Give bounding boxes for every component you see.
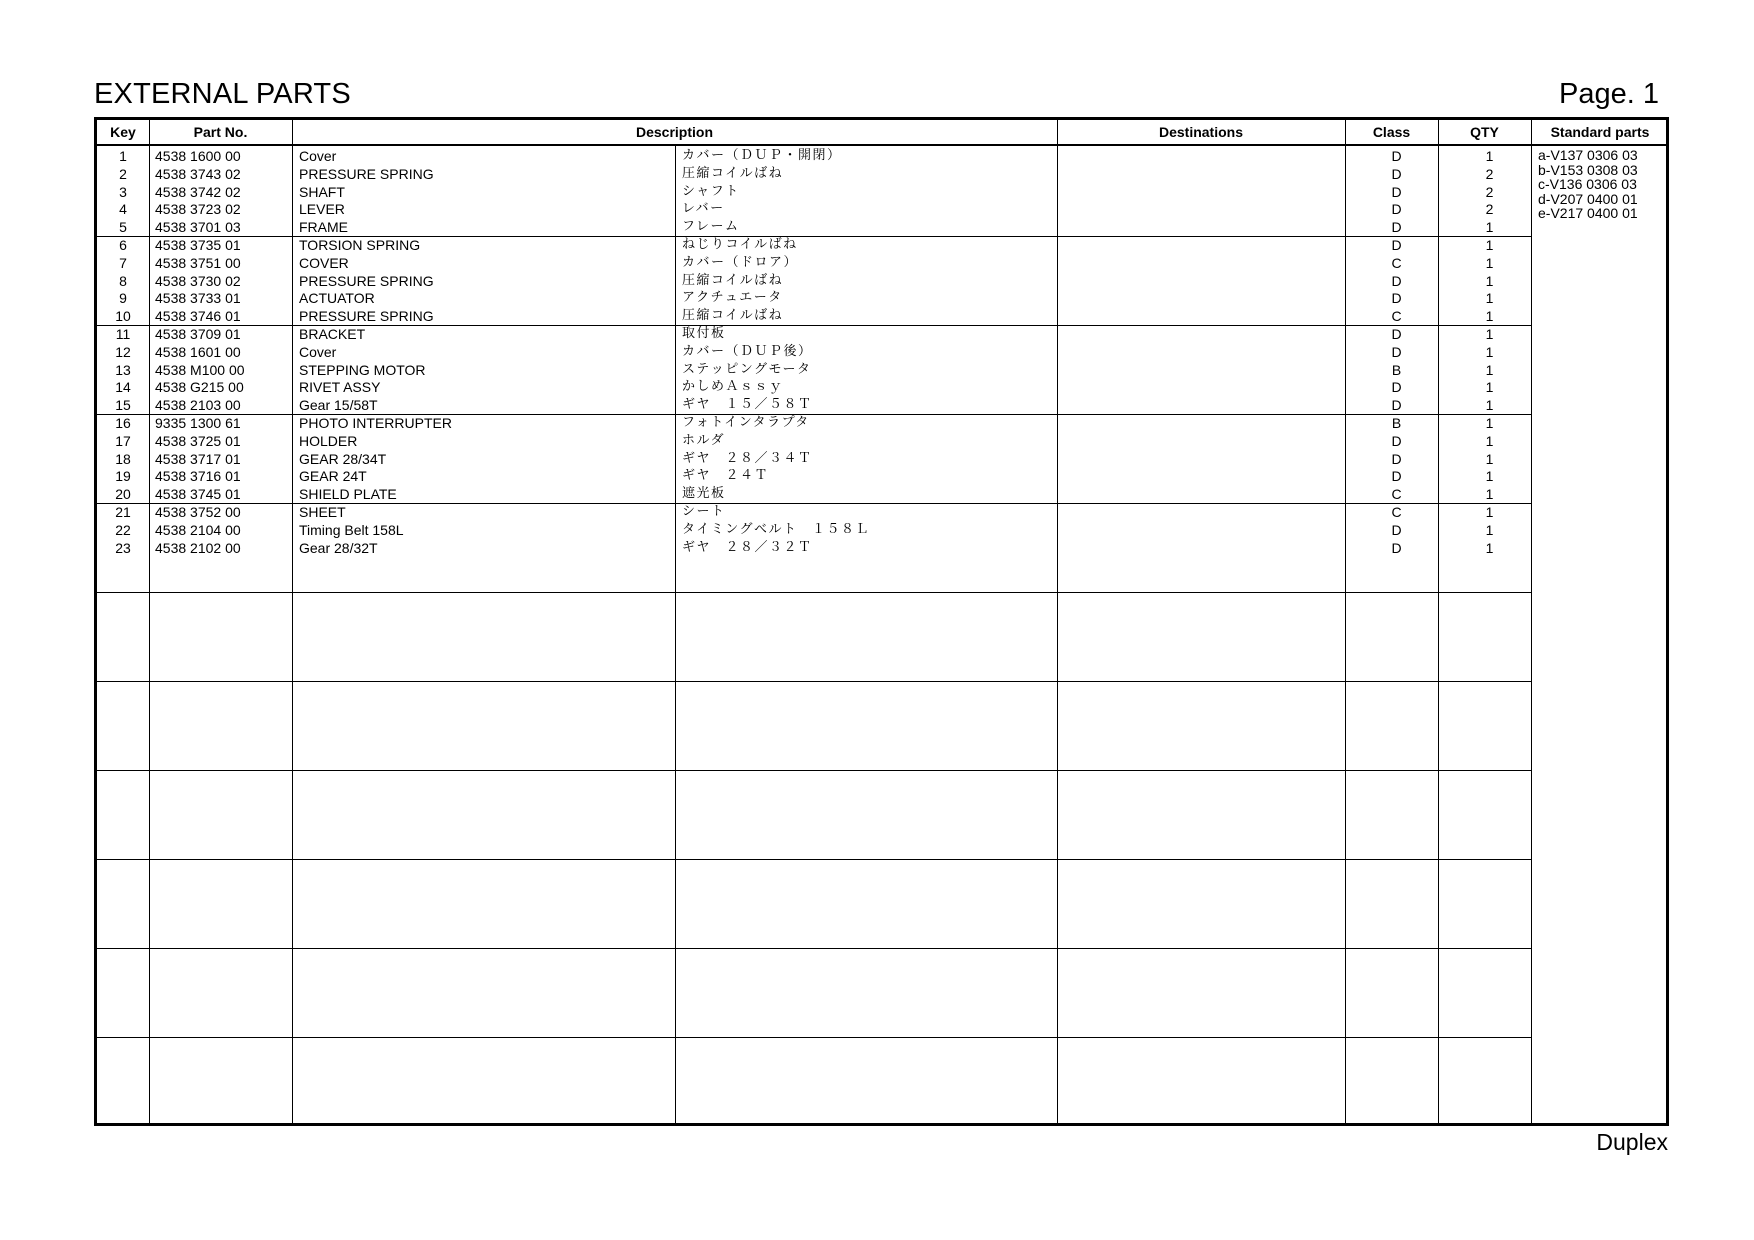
cell-part-no: 4538 2102 00 bbox=[155, 539, 241, 556]
header-description: Description bbox=[635, 124, 713, 140]
cell-part-no: 4538 3730 02 bbox=[155, 272, 241, 289]
cell-part-no: 4538 3751 00 bbox=[155, 254, 241, 271]
cell-qty: 1 bbox=[1485, 290, 1494, 307]
cell-key: 5 bbox=[119, 219, 127, 236]
table-row bbox=[97, 307, 1530, 325]
cell-qty: 1 bbox=[1485, 219, 1494, 236]
cell-key: 6 bbox=[119, 237, 127, 253]
cell-description-jp: ギヤ １５／５８Ｔ bbox=[682, 397, 813, 413]
cell-part-no: 4538 3716 01 bbox=[155, 468, 241, 485]
standard-parts-list bbox=[1538, 148, 1638, 221]
cell-part-no: 4538 3709 01 bbox=[155, 326, 241, 342]
cell-class: D bbox=[1391, 397, 1402, 414]
cell-description: COVER bbox=[299, 254, 349, 271]
cell-description: HOLDER bbox=[299, 432, 358, 449]
row-group-divider bbox=[97, 592, 1531, 593]
cell-part-no: 4538 3735 01 bbox=[155, 237, 241, 253]
table-row bbox=[97, 200, 1530, 218]
cell-class: D bbox=[1391, 237, 1402, 253]
cell-part-no: 4538 M100 00 bbox=[155, 361, 245, 378]
cell-description: LEVER bbox=[299, 201, 345, 218]
cell-key: 14 bbox=[115, 379, 131, 396]
cell-description-jp: ギヤ ２８／３２Ｔ bbox=[682, 539, 813, 555]
cell-description: Cover bbox=[299, 148, 337, 164]
cell-part-no: 4538 3752 00 bbox=[155, 504, 241, 520]
cell-description-jp: 圧縮コイルばね bbox=[682, 308, 784, 324]
cell-qty: 1 bbox=[1485, 254, 1494, 271]
cell-part-no: 4538 3745 01 bbox=[155, 486, 241, 503]
parts-table bbox=[94, 117, 1669, 1126]
standard-part-item: d-V207 0400 01 bbox=[1538, 190, 1638, 207]
cell-part-no: 4538 2104 00 bbox=[155, 521, 241, 538]
cell-key: 19 bbox=[115, 468, 131, 485]
row-group-divider bbox=[97, 948, 1531, 949]
cell-key: 13 bbox=[115, 361, 131, 378]
table-row bbox=[97, 289, 1530, 307]
cell-key: 16 bbox=[115, 415, 131, 431]
cell-part-no: 4538 G215 00 bbox=[155, 379, 244, 396]
cell-part-no: 4538 3725 01 bbox=[155, 432, 241, 449]
table-header bbox=[97, 120, 1666, 146]
cell-key: 12 bbox=[115, 343, 131, 360]
cell-key: 20 bbox=[115, 486, 131, 503]
cell-class: C bbox=[1391, 308, 1402, 325]
cell-class: B bbox=[1391, 361, 1402, 378]
cell-qty: 1 bbox=[1485, 237, 1494, 253]
cell-key: 4 bbox=[119, 201, 127, 218]
cell-class: D bbox=[1391, 148, 1402, 164]
cell-description-jp: フォトインタラプタ bbox=[682, 415, 810, 430]
table-row bbox=[97, 503, 1530, 521]
cell-qty: 1 bbox=[1485, 361, 1494, 378]
cell-qty: 1 bbox=[1485, 343, 1494, 360]
cell-qty: 1 bbox=[1485, 521, 1494, 538]
cell-description-jp: レバー bbox=[682, 201, 725, 217]
cell-class: C bbox=[1391, 504, 1402, 520]
cell-description-jp: シート bbox=[682, 504, 726, 519]
header-standard-parts: Standard parts bbox=[1550, 124, 1650, 140]
cell-description: RIVET ASSY bbox=[299, 379, 381, 396]
cell-key: 15 bbox=[115, 397, 131, 414]
cell-description-jp: シャフト bbox=[682, 183, 740, 199]
cell-description-jp: アクチュエータ bbox=[682, 290, 783, 306]
cell-description-jp: カバー（ドロア） bbox=[682, 254, 799, 270]
standard-part-item: e-V217 0400 01 bbox=[1538, 205, 1638, 221]
cell-description: GEAR 24T bbox=[299, 468, 367, 485]
table-row bbox=[97, 147, 1530, 165]
cell-description: SHIELD PLATE bbox=[299, 486, 397, 503]
table-row bbox=[97, 396, 1530, 414]
page-number: Page. 1 bbox=[1559, 78, 1659, 110]
cell-class: C bbox=[1391, 486, 1402, 503]
cell-class: D bbox=[1391, 272, 1402, 289]
cell-description: FRAME bbox=[299, 219, 348, 236]
table-row bbox=[97, 325, 1530, 343]
cell-part-no: 4538 2103 00 bbox=[155, 397, 241, 414]
cell-part-no: 4538 3723 02 bbox=[155, 201, 241, 218]
cell-description: Timing Belt 158L bbox=[299, 521, 404, 538]
cell-part-no: 9335 1300 61 bbox=[155, 415, 241, 431]
cell-class: D bbox=[1391, 450, 1402, 467]
header-destinations: Destinations bbox=[1158, 124, 1243, 140]
cell-qty: 1 bbox=[1485, 308, 1494, 325]
cell-qty: 1 bbox=[1485, 272, 1494, 289]
table-row bbox=[97, 165, 1530, 183]
table-row bbox=[97, 361, 1530, 379]
cell-description-jp: ねじりコイルばね bbox=[682, 237, 798, 252]
cell-qty: 1 bbox=[1485, 468, 1494, 485]
cell-description: GEAR 28/34T bbox=[299, 450, 387, 467]
cell-class: D bbox=[1391, 539, 1402, 556]
cell-class: D bbox=[1391, 468, 1402, 485]
cell-description-jp: ギヤ ２８／３４Ｔ bbox=[682, 450, 813, 466]
cell-description-jp: ギヤ ２４Ｔ bbox=[682, 468, 770, 484]
cell-description: Cover bbox=[299, 343, 337, 360]
cell-class: D bbox=[1391, 521, 1402, 538]
cell-description: PRESSURE SPRING bbox=[299, 308, 434, 325]
cell-description: SHAFT bbox=[299, 183, 345, 200]
table-row bbox=[97, 343, 1530, 361]
cell-key: 2 bbox=[119, 165, 127, 182]
cell-description-jp: かしめＡｓｓｙ bbox=[682, 379, 784, 395]
cell-class: D bbox=[1391, 219, 1402, 236]
cell-part-no: 4538 1601 00 bbox=[155, 343, 241, 360]
cell-qty: 2 bbox=[1485, 201, 1494, 218]
cell-part-no: 4538 1600 00 bbox=[155, 148, 241, 164]
cell-description: PRESSURE SPRING bbox=[299, 165, 434, 182]
table-row bbox=[97, 254, 1530, 272]
cell-qty: 1 bbox=[1485, 379, 1494, 396]
cell-qty: 1 bbox=[1485, 432, 1494, 449]
cell-qty: 1 bbox=[1485, 486, 1494, 503]
cell-description: ACTUATOR bbox=[299, 290, 375, 307]
table-row bbox=[97, 432, 1530, 450]
header-class: Class bbox=[1372, 124, 1411, 140]
table-row bbox=[97, 485, 1530, 503]
cell-description: STEPPING MOTOR bbox=[299, 361, 426, 378]
header-part-no: Part No. bbox=[193, 124, 248, 140]
cell-qty: 1 bbox=[1485, 415, 1494, 431]
cell-key: 9 bbox=[119, 290, 127, 307]
table-row bbox=[97, 450, 1530, 468]
header-key: Key bbox=[110, 124, 136, 140]
cell-class: D bbox=[1391, 201, 1402, 218]
cell-key: 3 bbox=[119, 183, 127, 200]
cell-class: D bbox=[1391, 290, 1402, 307]
cell-key: 22 bbox=[115, 521, 131, 538]
cell-description-jp: カバー（ＤＵＰ・開閉） bbox=[682, 148, 842, 163]
cell-key: 7 bbox=[119, 254, 127, 271]
cell-class: D bbox=[1391, 326, 1402, 342]
cell-key: 23 bbox=[115, 539, 131, 556]
cell-qty: 1 bbox=[1485, 450, 1494, 467]
cell-class: D bbox=[1391, 165, 1402, 182]
standard-part-item: c-V136 0306 03 bbox=[1538, 176, 1637, 192]
cell-key: 1 bbox=[119, 148, 127, 164]
cell-class: D bbox=[1391, 183, 1402, 200]
cell-qty: 2 bbox=[1485, 183, 1494, 200]
table-row bbox=[97, 467, 1530, 485]
cell-description: TORSION SPRING bbox=[299, 237, 421, 253]
table-row bbox=[97, 521, 1530, 539]
cell-part-no: 4538 3733 01 bbox=[155, 290, 241, 307]
cell-key: 18 bbox=[115, 450, 131, 467]
cell-key: 11 bbox=[115, 326, 131, 342]
row-group-divider bbox=[97, 1037, 1531, 1038]
standard-part-item: a-V137 0306 03 bbox=[1538, 147, 1638, 163]
cell-description: BRACKET bbox=[299, 326, 366, 342]
cell-description-jp: 取付板 bbox=[682, 326, 726, 341]
cell-description-jp: フレーム bbox=[682, 219, 740, 235]
header-qty: QTY bbox=[1470, 124, 1499, 140]
cell-qty: 1 bbox=[1485, 397, 1494, 414]
section-label: Duplex bbox=[1596, 1129, 1668, 1155]
cell-part-no: 4538 3743 02 bbox=[155, 165, 241, 182]
cell-class: D bbox=[1391, 432, 1402, 449]
standard-part-item: b-V153 0308 03 bbox=[1538, 161, 1638, 178]
cell-part-no: 4538 3701 03 bbox=[155, 219, 241, 236]
cell-qty: 2 bbox=[1485, 165, 1494, 182]
cell-part-no: 4538 3742 02 bbox=[155, 183, 241, 200]
table-row bbox=[97, 539, 1530, 557]
cell-key: 10 bbox=[115, 308, 131, 325]
cell-description-jp: 圧縮コイルばね bbox=[682, 165, 784, 181]
cell-description-jp: タイミングベルト １５８Ｌ bbox=[682, 521, 870, 537]
table-row bbox=[97, 414, 1530, 432]
cell-description-jp: 遮光板 bbox=[682, 486, 726, 502]
row-group-divider bbox=[97, 681, 1531, 682]
cell-class: B bbox=[1391, 415, 1402, 431]
cell-description-jp: ホルダ bbox=[682, 432, 725, 448]
cell-part-no: 4538 3717 01 bbox=[155, 450, 241, 467]
cell-description: SHEET bbox=[299, 504, 346, 520]
row-group-divider bbox=[97, 770, 1531, 771]
cell-class: D bbox=[1391, 379, 1402, 396]
table-row bbox=[97, 378, 1530, 396]
cell-qty: 1 bbox=[1485, 326, 1494, 342]
cell-description-jp: カバー（ＤＵＰ後） bbox=[682, 343, 813, 359]
cell-class: D bbox=[1391, 343, 1402, 360]
row-group-divider bbox=[97, 859, 1531, 860]
cell-class: C bbox=[1391, 254, 1402, 271]
table-row bbox=[97, 183, 1530, 201]
table-row bbox=[97, 218, 1530, 236]
cell-qty: 1 bbox=[1485, 504, 1494, 520]
cell-description: Gear 28/32T bbox=[299, 539, 378, 556]
cell-description: PRESSURE SPRING bbox=[299, 272, 434, 289]
cell-qty: 1 bbox=[1485, 148, 1494, 164]
page-title: EXTERNAL PARTS bbox=[94, 78, 351, 110]
cell-description-jp: 圧縮コイルばね bbox=[682, 272, 784, 288]
table-row bbox=[97, 236, 1530, 254]
cell-description-jp: ステッピングモータ bbox=[682, 361, 812, 377]
cell-qty: 1 bbox=[1485, 539, 1494, 556]
table-row bbox=[97, 272, 1530, 290]
cell-description: PHOTO INTERRUPTER bbox=[299, 415, 452, 431]
cell-description: Gear 15/58T bbox=[299, 397, 378, 414]
cell-part-no: 4538 3746 01 bbox=[155, 308, 241, 325]
cell-key: 8 bbox=[119, 272, 127, 289]
cell-key: 17 bbox=[115, 432, 131, 449]
cell-key: 21 bbox=[115, 504, 131, 520]
